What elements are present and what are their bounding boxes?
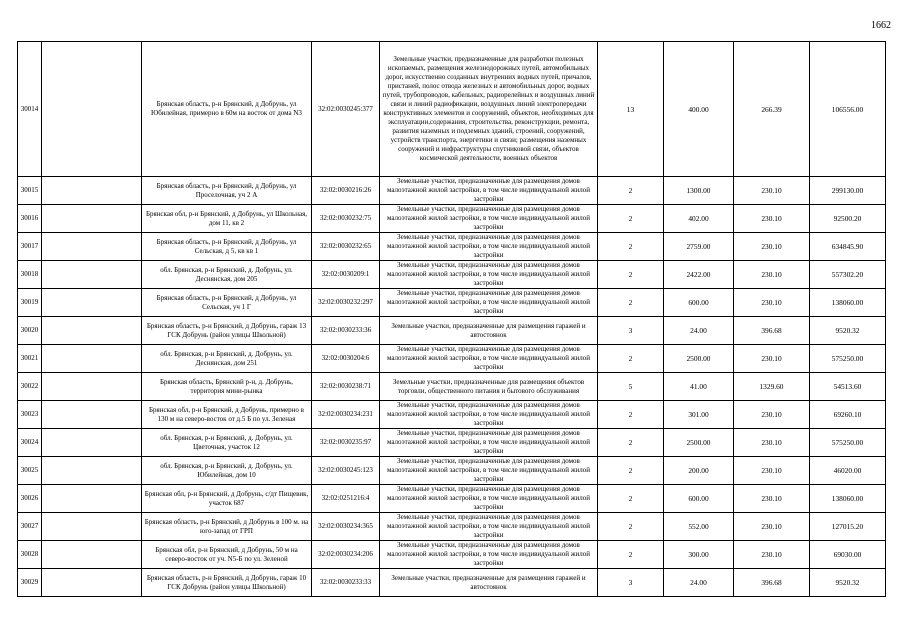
row-id: 30029 — [18, 569, 42, 597]
land-use-cell: Земельные участки, предназначенные для разработки полезных ископаемых, размещения железнодорожных путей, автомобильных дорог, искусственно созданных внутренних водных путей, причалов, пристаней, полос отвода железных и автомобильных дорог, водных путей, трубопроводов, кабельных, радиорелейных и воздушных линий связи и линий радиофикации, воздушных линий электропередачи конструктивных элементов и сооружений, объектов, необходимых для эксплуатации,содержания, строительства, реконструкции, ремонта, развития наземных и подземных зданий, строений, сооружений, устройств транспорта, энергетики и связи; размещения наземных сооружений и инфраструктуры спутниковой связи, объектов космической деятельности, военных объектов — [380, 42, 598, 177]
cadastral-number-cell: 32:02:0251216:4 — [312, 485, 380, 513]
address-cell: Брянская область, р-н Брянский, д Добрунь, гараж 10 ГСК Добрунь (район улицы Школьной) — [142, 569, 312, 597]
table-row — [18, 457, 886, 485]
blank-cell — [42, 205, 142, 233]
use-type-code-cell: 2 — [598, 401, 664, 429]
land-use-cell: Земельные участки, предназначенные для размещения домов малоэтажной жилой застройки, в том числе индивидуальной жилой застройки — [380, 513, 598, 541]
unit-value-cell: 266.39 — [734, 42, 810, 177]
cadastral-number-cell: 32:02:0030235:97 — [312, 429, 380, 457]
blank-cell — [42, 485, 142, 513]
cadastral-value-cell: 69260.10 — [810, 401, 886, 429]
cadastral-value-cell: 575250.00 — [810, 429, 886, 457]
cadastral-number-cell: 32:02:0030238:71 — [312, 373, 380, 401]
unit-value-cell: 230.10 — [734, 541, 810, 569]
table-row — [18, 42, 886, 177]
address-cell: обл. Брянская, р-н Брянский, д. Добрунь, ул. Цветочная, участок 12 — [142, 429, 312, 457]
row-id: 30018 — [18, 261, 42, 289]
blank-cell — [42, 541, 142, 569]
cadastral-number-cell: 32:02:0030216:26 — [312, 177, 380, 205]
table-row — [18, 177, 886, 205]
unit-value-cell: 230.10 — [734, 429, 810, 457]
use-type-code-cell: 2 — [598, 513, 664, 541]
address-cell: Брянская область, р-н Брянский, д Добрунь, ул Юбилейная, примерно в 60м на восток от дома N3 — [142, 42, 312, 177]
cadastral-number-cell: 32:02:0030234:231 — [312, 401, 380, 429]
land-use-cell: Земельные участки, предназначенные для размещения домов малоэтажной жилой застройки, в том числе индивидуальной жилой застройки — [380, 233, 598, 261]
use-type-code-cell: 2 — [598, 485, 664, 513]
use-type-code-cell: 13 — [598, 42, 664, 177]
row-id: 30028 — [18, 541, 42, 569]
table-row — [18, 373, 886, 401]
table-row — [18, 261, 886, 289]
land-use-cell: Земельные участки, предназначенные для размещения гаражей и автостоянок — [380, 569, 598, 597]
table-row — [18, 401, 886, 429]
cadastral-value-table — [17, 41, 886, 597]
area-cell: 402.00 — [664, 205, 734, 233]
blank-cell — [42, 513, 142, 541]
land-use-cell: Земельные участки, предназначенные для размещения домов малоэтажной жилой застройки, в том числе индивидуальной жилой застройки — [380, 289, 598, 317]
land-use-cell: Земельные участки, предназначенные для размещения домов малоэтажной жилой застройки, в том числе индивидуальной жилой застройки — [380, 429, 598, 457]
cadastral-value-cell: 106556.00 — [810, 42, 886, 177]
table-row — [18, 205, 886, 233]
blank-cell — [42, 317, 142, 345]
use-type-code-cell: 2 — [598, 345, 664, 373]
area-cell: 24.00 — [664, 569, 734, 597]
row-id: 30026 — [18, 485, 42, 513]
unit-value-cell: 230.10 — [734, 177, 810, 205]
address-cell: Брянская область, р-н Брянский, д Добрунь, ул Сельская, д 5, кв кв 1 — [142, 233, 312, 261]
address-cell: Брянская область, р-н Брянский, д Добрунь, ул Проселочная, уч 2 А — [142, 177, 312, 205]
use-type-code-cell: 2 — [598, 429, 664, 457]
area-cell: 200.00 — [664, 457, 734, 485]
table-row — [18, 317, 886, 345]
unit-value-cell: 230.10 — [734, 513, 810, 541]
unit-value-cell: 230.10 — [734, 401, 810, 429]
land-use-cell: Земельные участки, предназначенные для размещения гаражей и автостоянок — [380, 317, 598, 345]
blank-cell — [42, 289, 142, 317]
row-id: 30016 — [18, 205, 42, 233]
area-cell: 41.00 — [664, 373, 734, 401]
address-cell: обл. Брянская, р-н Брянский, д. Добрунь, ул. Юбилейная, дом 10 — [142, 457, 312, 485]
unit-value-cell: 1329.60 — [734, 373, 810, 401]
area-cell: 600.00 — [664, 289, 734, 317]
cadastral-number-cell: 32:02:0030245:123 — [312, 457, 380, 485]
area-cell: 2500.00 — [664, 345, 734, 373]
cadastral-value-cell: 9520.32 — [810, 317, 886, 345]
row-id: 30014 — [18, 42, 42, 177]
table-row — [18, 429, 886, 457]
area-cell: 600.00 — [664, 485, 734, 513]
blank-cell — [42, 177, 142, 205]
use-type-code-cell: 3 — [598, 569, 664, 597]
cadastral-value-cell: 54513.60 — [810, 373, 886, 401]
unit-value-cell: 230.10 — [734, 485, 810, 513]
land-use-cell: Земельные участки, предназначенные для размещения домов малоэтажной жилой застройки, в том числе индивидуальной жилой застройки — [380, 177, 598, 205]
blank-cell — [42, 345, 142, 373]
land-use-cell: Земельные участки, предназначенные для размещения домов малоэтажной жилой застройки, в том числе индивидуальной жилой застройки — [380, 261, 598, 289]
unit-value-cell: 230.10 — [734, 205, 810, 233]
cadastral-number-cell: 32:02:0030233:33 — [312, 569, 380, 597]
unit-value-cell: 230.10 — [734, 457, 810, 485]
land-use-cell: Земельные участки, предназначенные для размещения домов малоэтажной жилой застройки, в том числе индивидуальной жилой застройки — [380, 457, 598, 485]
use-type-code-cell: 2 — [598, 233, 664, 261]
use-type-code-cell: 2 — [598, 205, 664, 233]
cadastral-number-cell: 32:02:0030232:75 — [312, 205, 380, 233]
cadastral-number-cell: 32:02:0030245:377 — [312, 42, 380, 177]
blank-cell — [42, 569, 142, 597]
address-cell: обл. Брянская, р-н Брянский, д. Добрунь, ул. Деснянская, дом 205 — [142, 261, 312, 289]
blank-cell — [42, 401, 142, 429]
table-row — [18, 345, 886, 373]
row-id: 30022 — [18, 373, 42, 401]
use-type-code-cell: 2 — [598, 177, 664, 205]
area-cell: 552.00 — [664, 513, 734, 541]
address-cell: Брянская обл, р-н Брянский, д Добрунь, ул Школьная, дом 11, кв 2 — [142, 205, 312, 233]
cadastral-number-cell: 32:02:0030233:36 — [312, 317, 380, 345]
use-type-code-cell: 2 — [598, 457, 664, 485]
area-cell: 400.00 — [664, 42, 734, 177]
address-cell: Брянская область, р-н Брянский, д Добрунь, гараж 13 ГСК Добрунь (район улицы Школьной) — [142, 317, 312, 345]
use-type-code-cell: 2 — [598, 261, 664, 289]
cadastral-value-cell: 138060.00 — [810, 485, 886, 513]
blank-cell — [42, 373, 142, 401]
area-cell: 1300.00 — [664, 177, 734, 205]
use-type-code-cell: 3 — [598, 317, 664, 345]
unit-value-cell: 396.68 — [734, 569, 810, 597]
row-id: 30020 — [18, 317, 42, 345]
row-id: 30025 — [18, 457, 42, 485]
table-row — [18, 233, 886, 261]
row-id: 30015 — [18, 177, 42, 205]
table-row — [18, 541, 886, 569]
area-cell: 300.00 — [664, 541, 734, 569]
address-cell: Брянская обл, р-н Брянский, д Добрунь, примерно в 130 м на северо-восток от д.5 Б по ул. Зеленая — [142, 401, 312, 429]
cadastral-value-cell: 634845.90 — [810, 233, 886, 261]
row-id: 30019 — [18, 289, 42, 317]
unit-value-cell: 230.10 — [734, 289, 810, 317]
cadastral-value-cell: 575250.00 — [810, 345, 886, 373]
area-cell: 2422.00 — [664, 261, 734, 289]
cadastral-value-cell: 46020.00 — [810, 457, 886, 485]
blank-cell — [42, 429, 142, 457]
row-id: 30017 — [18, 233, 42, 261]
blank-cell — [42, 233, 142, 261]
page-number: 1662 — [871, 20, 891, 31]
address-cell: Брянская область, Брянский р-н, д. Добрунь, территория мини-рынка — [142, 373, 312, 401]
table-row — [18, 569, 886, 597]
row-id: 30023 — [18, 401, 42, 429]
land-use-cell: Земельные участки, предназначенные для размещения домов малоэтажной жилой застройки, в том числе индивидуальной жилой застройки — [380, 541, 598, 569]
cadastral-value-cell: 127015.20 — [810, 513, 886, 541]
area-cell: 2500.00 — [664, 429, 734, 457]
cadastral-number-cell: 32:02:0030232:297 — [312, 289, 380, 317]
blank-cell — [42, 42, 142, 177]
area-cell: 2759.00 — [664, 233, 734, 261]
address-cell: обл. Брянская, р-н Брянский, д. Добрунь, ул. Деснянская, дом 251 — [142, 345, 312, 373]
land-use-cell: Земельные участки, предназначенные для размещения объектов торговли, общественного питания и бытового обслуживания — [380, 373, 598, 401]
cadastral-number-cell: 32:02:0030204:6 — [312, 345, 380, 373]
row-id: 30027 — [18, 513, 42, 541]
unit-value-cell: 230.10 — [734, 261, 810, 289]
cadastral-number-cell: 32:02:0030234:206 — [312, 541, 380, 569]
cadastral-number-cell: 32:02:0030209:1 — [312, 261, 380, 289]
table-row — [18, 289, 886, 317]
unit-value-cell: 230.10 — [734, 345, 810, 373]
area-cell: 301.00 — [664, 401, 734, 429]
row-id: 30021 — [18, 345, 42, 373]
table-row — [18, 513, 886, 541]
land-use-cell: Земельные участки, предназначенные для размещения домов малоэтажной жилой застройки, в том числе индивидуальной жилой застройки — [380, 205, 598, 233]
address-cell: Брянская область, р-н Брянский, д Добрунь, ул Сельская, уч 1 Г — [142, 289, 312, 317]
row-id: 30024 — [18, 429, 42, 457]
cadastral-value-cell: 557302.20 — [810, 261, 886, 289]
address-cell: Брянская область, р-н Брянский, д Добрунь в 100 м. на юго-запад от ГРП — [142, 513, 312, 541]
unit-value-cell: 230.10 — [734, 233, 810, 261]
blank-cell — [42, 457, 142, 485]
address-cell: Брянская обл, р-н Брянский, д Добрунь, с/дт Пищевик, участок 687 — [142, 485, 312, 513]
address-cell: Брянская обл, р-н Брянский, д Добрунь, 50 м на северо-восток от уч. N5-Б по ул. Зеленой — [142, 541, 312, 569]
cadastral-value-cell: 69030.00 — [810, 541, 886, 569]
cadastral-value-cell: 299130.00 — [810, 177, 886, 205]
use-type-code-cell: 5 — [598, 373, 664, 401]
cadastral-value-cell: 138060.00 — [810, 289, 886, 317]
area-cell: 24.00 — [664, 317, 734, 345]
land-use-cell: Земельные участки, предназначенные для размещения домов малоэтажной жилой застройки, в том числе индивидуальной жилой застройки — [380, 401, 598, 429]
use-type-code-cell: 2 — [598, 541, 664, 569]
cadastral-number-cell: 32:02:0030232:65 — [312, 233, 380, 261]
blank-cell — [42, 261, 142, 289]
land-use-cell: Земельные участки, предназначенные для размещения домов малоэтажной жилой застройки, в том числе индивидуальной жилой застройки — [380, 485, 598, 513]
land-use-cell: Земельные участки, предназначенные для размещения домов малоэтажной жилой застройки, в том числе индивидуальной жилой застройки — [380, 345, 598, 373]
unit-value-cell: 396.68 — [734, 317, 810, 345]
cadastral-value-cell: 92500.20 — [810, 205, 886, 233]
cadastral-value-cell: 9520.32 — [810, 569, 886, 597]
cadastral-number-cell: 32:02:0030234:365 — [312, 513, 380, 541]
use-type-code-cell: 2 — [598, 289, 664, 317]
table-row — [18, 485, 886, 513]
